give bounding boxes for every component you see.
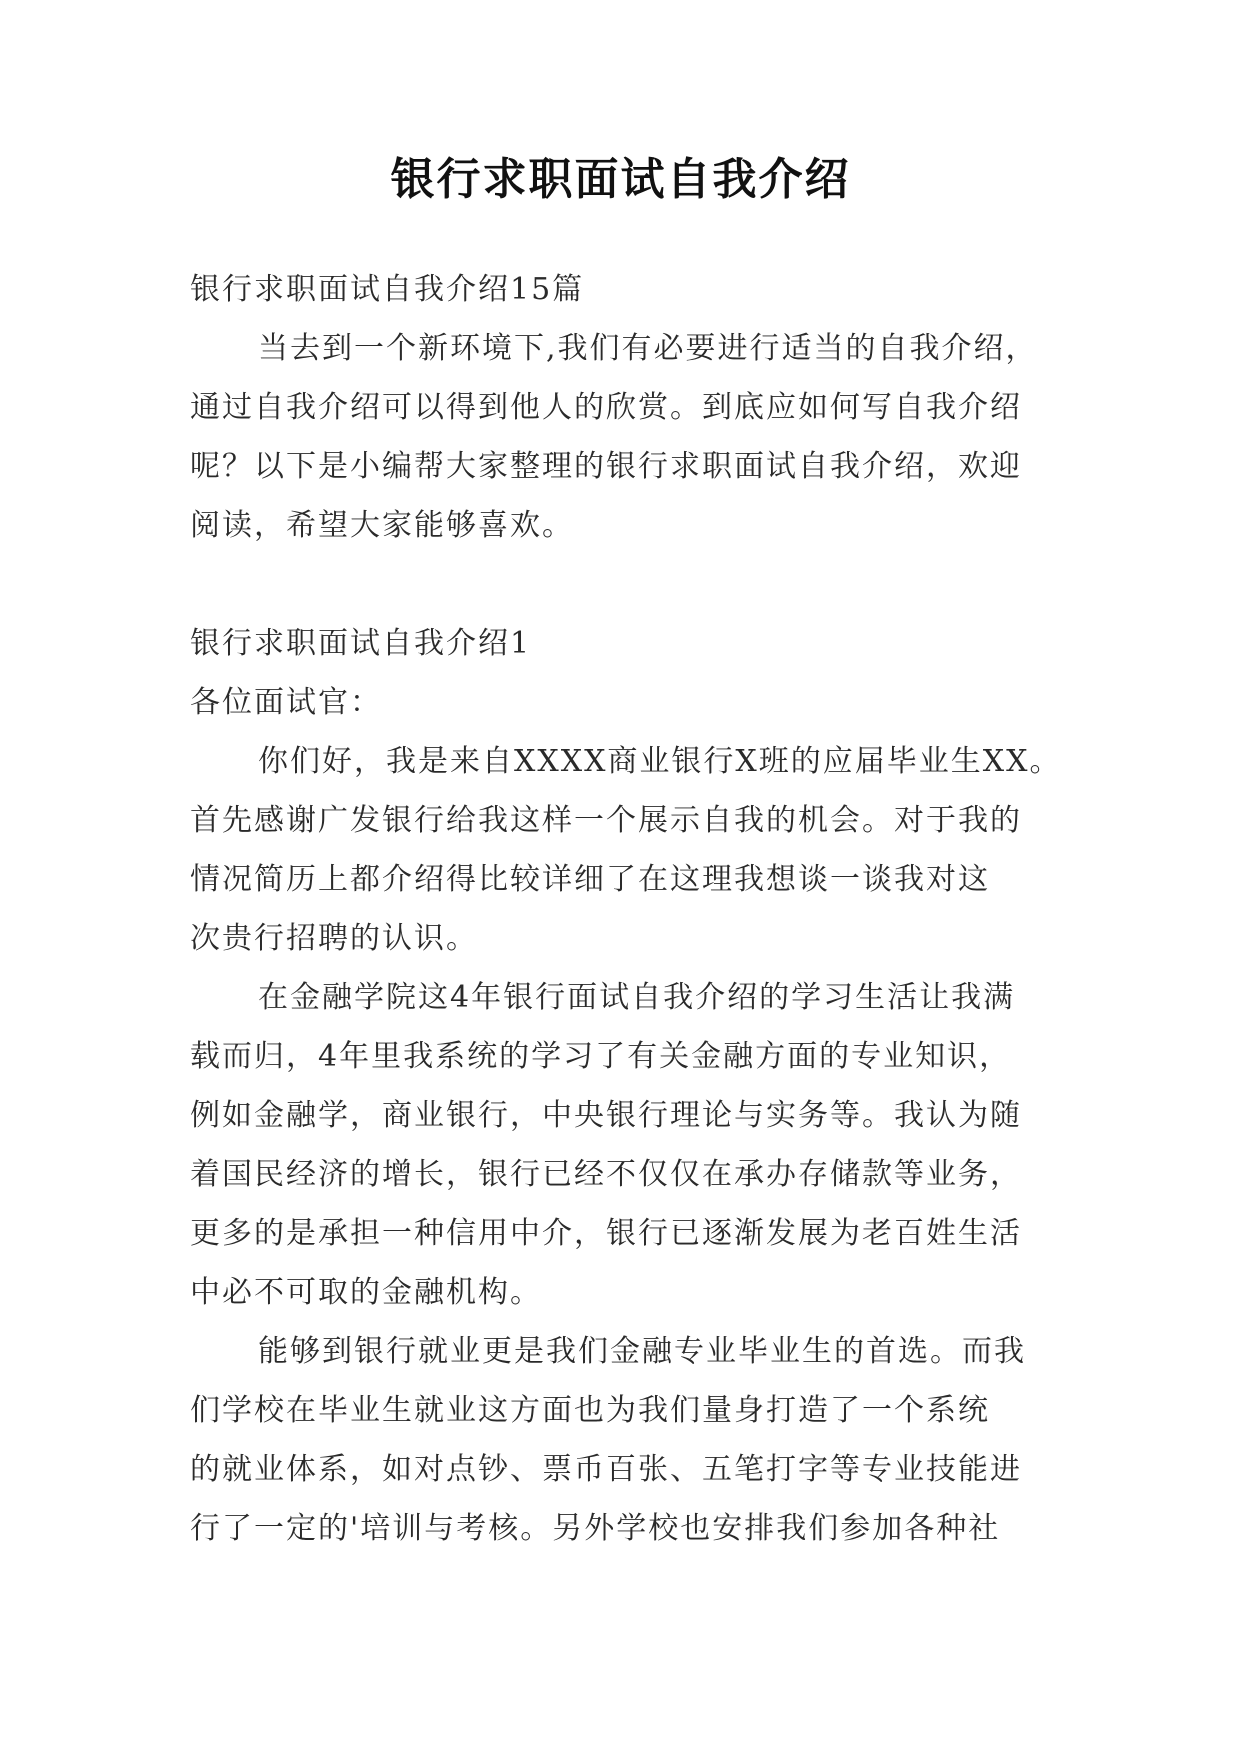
paragraph-line: 次贵行招聘的认识。: [190, 921, 478, 956]
paragraph-line: 例如金融学，商业银行，中央银行理论与实务等。我认为随: [190, 1098, 1022, 1133]
document-body: [190, 260, 1060, 1558]
intro-line: 通过自我介绍可以得到他人的欣赏。到底应如何写自我介绍: [190, 390, 1022, 425]
greeting: 各位面试官：: [190, 685, 382, 720]
intro-line: 当去到一个新环境下,我们有必要进行适当的自我介绍，: [258, 331, 1038, 366]
section-heading: 银行求职面试自我介绍1: [190, 626, 532, 661]
document-title: 银行求职面试自我介绍: [390, 154, 851, 205]
paragraph-line: 着国民经济的增长，银行已经不仅仅在承办存储款等业务，: [190, 1157, 1022, 1192]
paragraph-line: 更多的是承担一种信用中介，银行已逐渐发展为老百姓生活: [190, 1216, 1022, 1251]
paragraph-line: 们学校在毕业生就业这方面也为我们量身打造了一个系统: [190, 1393, 990, 1428]
subtitle: 银行求职面试自我介绍15篇: [190, 272, 585, 307]
paragraph-line: 在金融学院这4年银行面试自我介绍的学习生活让我满: [258, 980, 1016, 1015]
paragraph-gap: [190, 555, 1060, 614]
paragraph-line: 载而归，4年里我系统的学习了有关金融方面的专业知识，: [190, 1039, 1012, 1074]
intro-line: 阅读，希望大家能够喜欢。: [190, 508, 574, 543]
paragraph-line: 首先感谢广发银行给我这样一个展示自我的机会。对于我的: [190, 803, 1022, 838]
paragraph-line: 能够到银行就业更是我们金融专业毕业生的首选。而我: [258, 1334, 1026, 1369]
paragraph-line: 行了一定的'培训与考核。另外学校也安排我们参加各种社: [190, 1511, 1001, 1546]
paragraph-line: 你们好，我是来自XXXX商业银行X班的应届毕业生XX。: [258, 744, 1062, 779]
paragraph-line: 的就业体系，如对点钞、票币百张、五笔打字等专业技能进: [190, 1452, 1022, 1487]
paragraph-line: 情况简历上都介绍得比较详细了在这理我想谈一谈我对这: [190, 862, 990, 897]
intro-line: 呢？以下是小编帮大家整理的银行求职面试自我介绍，欢迎: [190, 449, 1022, 484]
paragraph-line: 中必不可取的金融机构。: [190, 1275, 542, 1310]
